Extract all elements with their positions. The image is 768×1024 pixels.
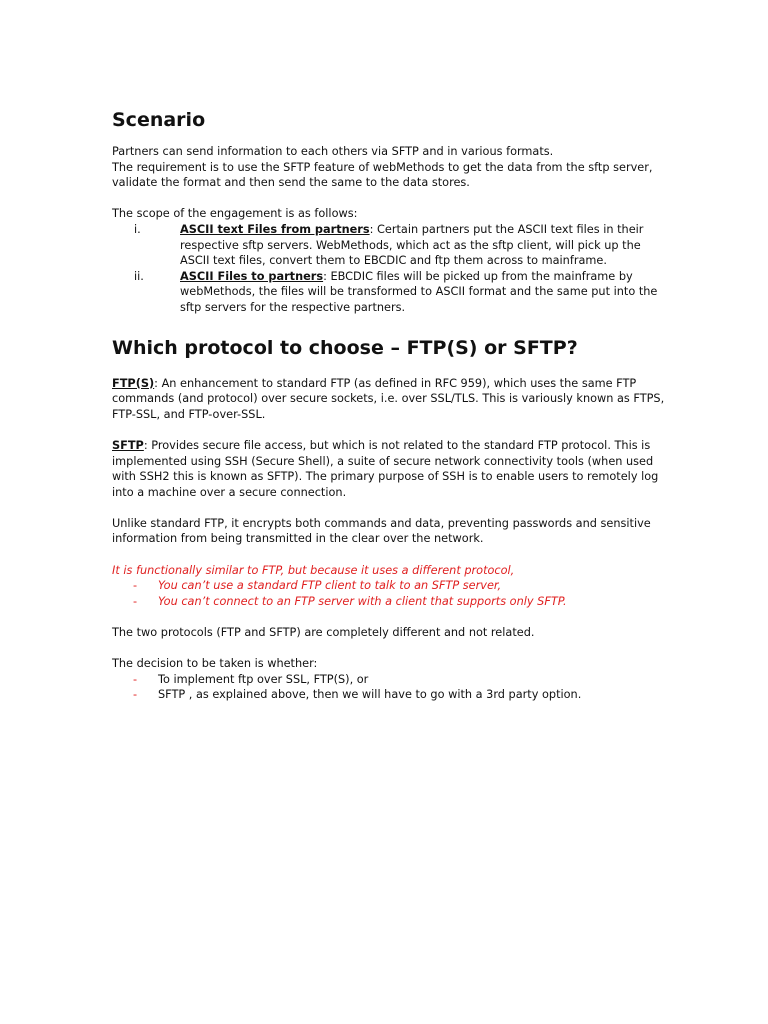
scope-item [112,269,672,316]
sftp-text: : Provides secure file access, but which is not related to the standard FTP protocol. This is implemented using SSH (Secure Shell), a suite of secure network connectivity tools (when used with SSH2 this is known as SFTP). The primary purpose of SSH is to enable users to remotely log into a machine over a secure connection. [112,438,659,499]
decision-list-item [112,687,672,703]
scenario-heading: Scenario [112,109,206,131]
scope-item-term: ASCII text Files from partners [180,222,370,236]
scope-item-body [180,222,672,269]
red-list-item [112,594,672,610]
decision-list-item [112,672,672,688]
dash-bullet: - [133,594,138,608]
scope-item-term: ASCII Files to partners [180,269,324,283]
sftp-term: SFTP [112,438,144,452]
scenario-line-2: The requirement is to use the SFTP feature of webMethods to get the data from the sftp server, validate the format and then send the same to the data stores. [112,160,653,190]
scope-item-number: i. [134,222,141,236]
scenario-line-1: Partners can send information to each others via SFTP and in various formats. [112,145,554,158]
red-list-text: You can’t connect to an FTP server with a client that supports only SFTP. [158,594,567,608]
scope-item-text: : EBCDIC files will be picked up from the mainframe by webMethods, the files will be transformed to ASCII format and the same put into the sftp servers for the respective partners. [180,269,658,314]
dash-bullet: - [133,688,138,702]
unlike-paragraph: Unlike standard FTP, it encrypts both commands and data, preventing passwords and sensitive information from being transmitted in the clear over the network. [112,516,651,546]
red-intro: It is functionally similar to FTP, but because it uses a different protocol, [112,563,515,577]
document-page [112,106,672,703]
ftps-paragraph [112,376,672,423]
red-list [112,578,672,609]
scope-list [112,222,672,316]
scope-intro: The scope of the engagement is as follows: [112,207,358,221]
two-protocols-paragraph: The two protocols (FTP and SFTP) are completely different and not related. [112,626,535,640]
protocol-heading: Which protocol to choose – FTP(S) or SFTP? [112,336,578,359]
scope-item-body [180,269,672,316]
scope-item [112,222,672,269]
decision-list-text: To implement ftp over SSL, FTP(S), or [158,672,369,686]
decision-intro: The decision to be taken is whether: [112,657,318,671]
ftps-term: FTP(S) [112,376,155,390]
red-list-text: You can’t use a standard FTP client to talk to an SFTP server, [158,579,502,593]
ftps-text: : An enhancement to standard FTP (as defined in RFC 959), which uses the same FTP commands (and protocol) over secure sockets, i.e. over SSL/TLS. This is variously known as FTPS, FTP-SSL, and FTP-over-SSL. [112,376,665,421]
red-list-item [112,578,672,594]
dash-bullet: - [133,672,138,686]
decision-list [112,672,672,703]
sftp-paragraph [112,438,672,500]
scope-item-text: : Certain partners put the ASCII text files in their respective sftp servers. WebMethods, which act as the sftp client, will pick up the ASCII text files, convert them to EBCDIC and ftp them across to mainframe. [180,222,644,268]
dash-bullet: - [133,579,138,593]
decision-list-text: SFTP , as explained above, then we will have to go with a 3rd party option. [158,688,582,702]
scope-item-number: ii. [134,269,144,283]
